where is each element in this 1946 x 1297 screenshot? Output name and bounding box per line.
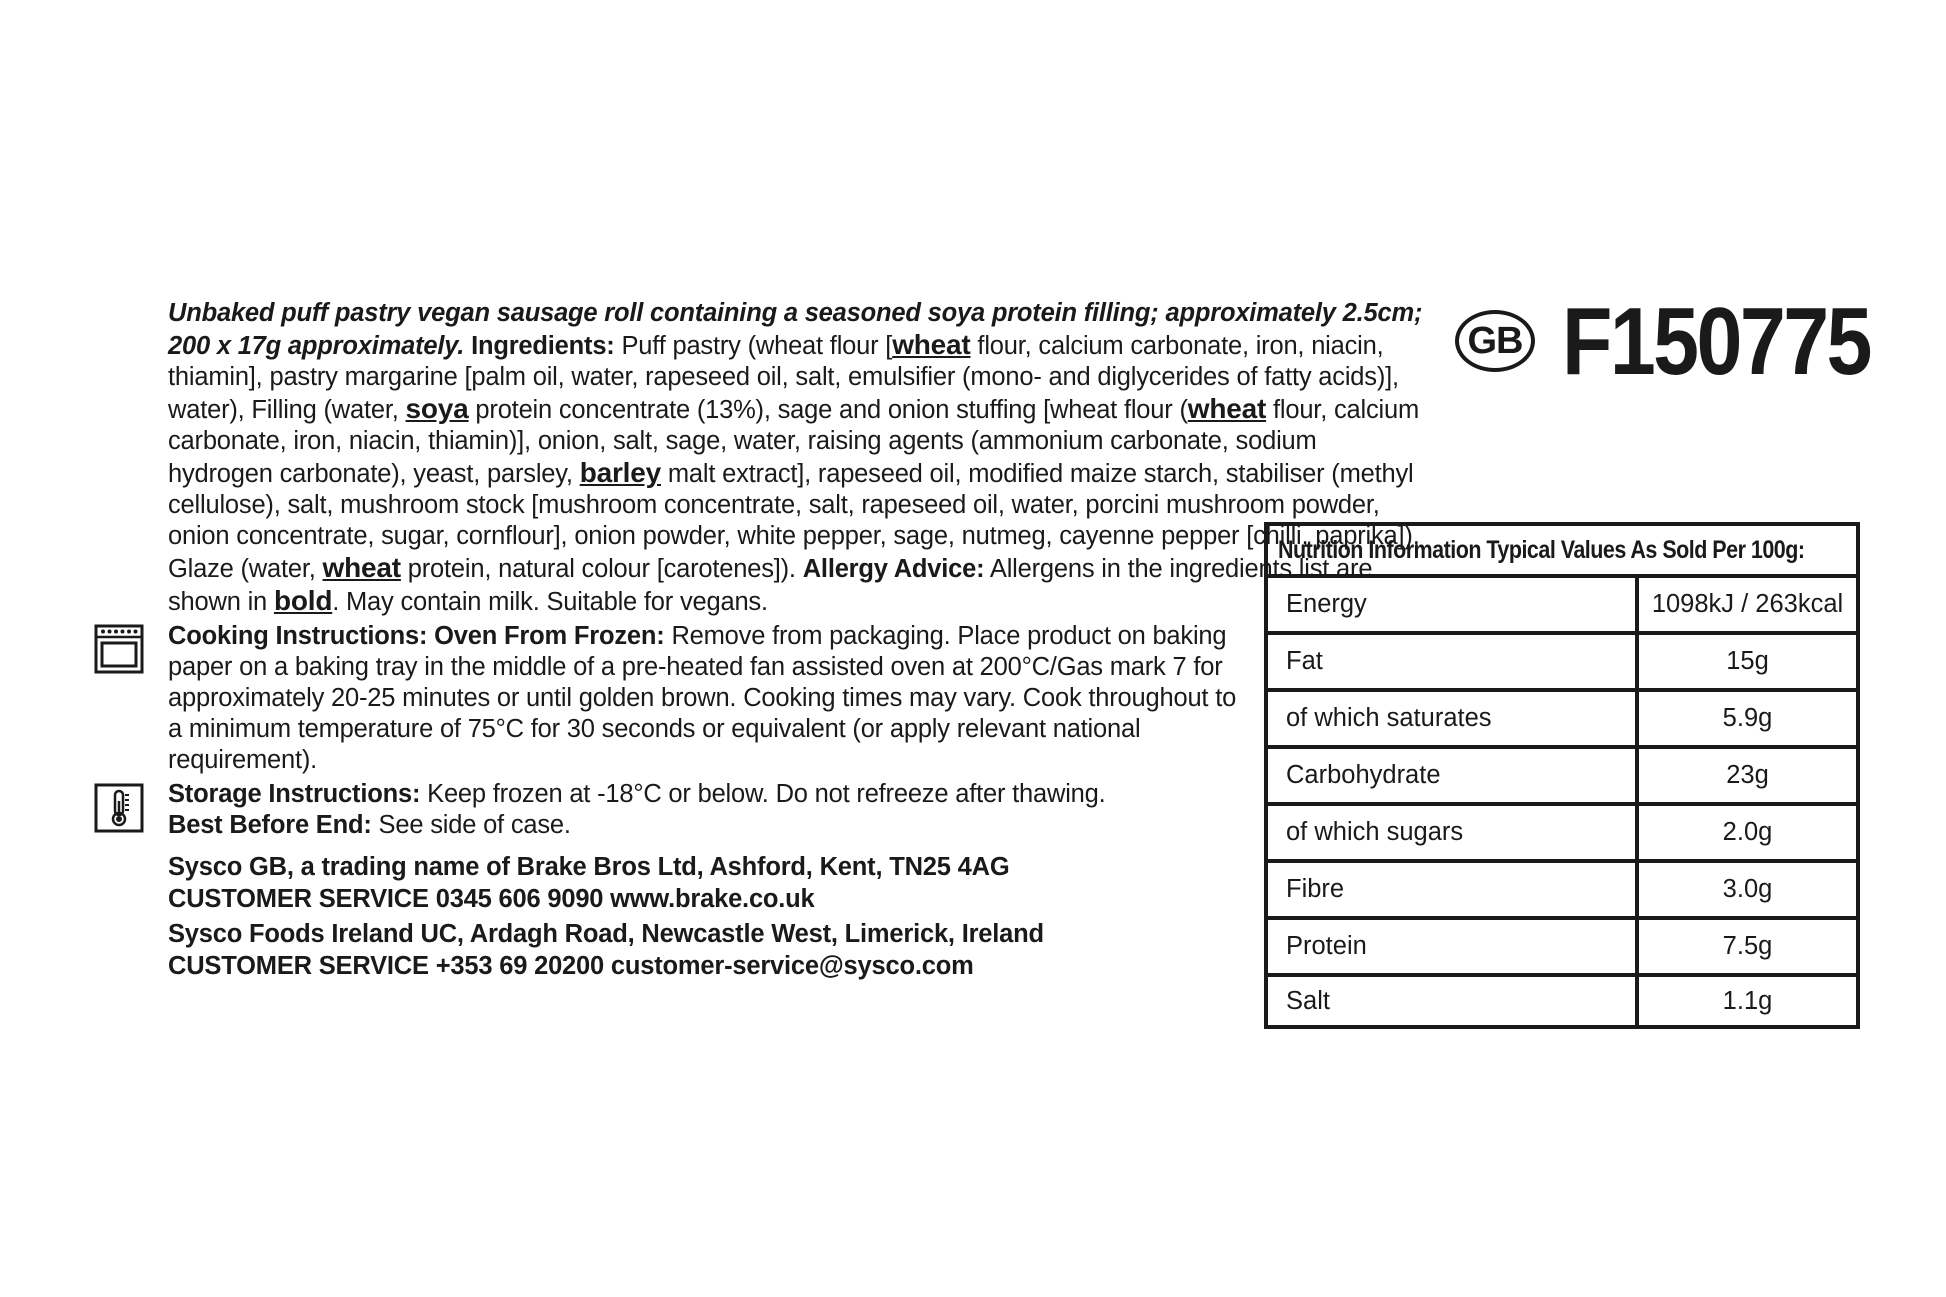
nutrition-row xyxy=(1268,749,1856,806)
allergen-soya: soya xyxy=(405,393,469,424)
best-before-label: Best Before End: xyxy=(168,811,372,839)
storage-text: Keep frozen at -18°C or below. Do not refreeze after thawing. xyxy=(420,780,1106,808)
product-code: F150775 xyxy=(1562,288,1870,395)
ingredients-text: flour, calcium carbonate, iron, niacin, thiamin], pastry margarine [palm oil, water, rapeseed oil, salt, emulsifier (mono- and diglycerides of fatty acids)], water), Filling (water, xyxy=(168,332,1399,424)
nutrition-table xyxy=(1264,522,1860,1029)
ingredients-label: Ingredients: xyxy=(471,332,615,360)
allergy-advice-label: Allergy Advice: xyxy=(802,555,985,583)
label-text-column xyxy=(168,298,1428,982)
company-gb-address: Sysco GB, a trading name of Brake Bros Ltd, Ashford, Kent, TN25 4AG xyxy=(168,853,1010,881)
ingredients-text: flour, calcium carbonate, iron, niacin, thiamin)], onion, salt, sage, water, raising agents (ammonium carbonate, sodium hydrogen carbonate), yeast, parsley, xyxy=(168,396,1419,488)
nutrition-row xyxy=(1268,692,1856,749)
nutrient-value: 3.0g xyxy=(1722,875,1773,903)
nutrient-value: 2.0g xyxy=(1722,818,1773,846)
allergy-advice-text: Allergens in the ingredients list are shown in xyxy=(168,555,1373,616)
nutrition-header-text: Nutrition Information Typical Values As Sold Per 100g: xyxy=(1278,535,1805,564)
allergy-bold-word: bold xyxy=(273,585,333,616)
nutrient-name: Energy xyxy=(1268,578,1639,631)
allergen-wheat: wheat xyxy=(322,552,401,583)
nutrient-name: Carbohydrate xyxy=(1268,749,1639,802)
nutrient-value: 1.1g xyxy=(1722,986,1773,1015)
storage-instructions xyxy=(168,779,1428,841)
ingredients-text: malt extract], rapeseed oil, modified maize starch, stabiliser (methyl cellulose), salt, mushroom stock [mushroom concentrate, salt, rapeseed oil, water, porcini mushroom powder, onion concentrate, sugar, cornflour], onion powder, white pepper, sage, nutmeg, cayenne pepper [chilli, paprika]), Glaze (water, xyxy=(168,460,1420,583)
nutrient-name: of which sugars xyxy=(1268,806,1639,859)
country-badge: GB xyxy=(1455,310,1535,372)
nutrient-name: Fibre xyxy=(1268,863,1639,916)
company-gb xyxy=(168,851,1428,915)
company-ie-address: Sysco Foods Ireland UC, Ardagh Road, Newcastle West, Limerick, Ireland xyxy=(168,920,1044,948)
nutrition-row xyxy=(1268,635,1856,692)
nutrition-row xyxy=(1268,578,1856,635)
allergen-wheat: wheat xyxy=(892,329,971,360)
allergy-advice-text: . May contain milk. Suitable for vegans. xyxy=(332,588,768,616)
nutrient-name: of which saturates xyxy=(1268,692,1639,745)
allergen-barley: barley xyxy=(579,457,661,488)
nutrient-value: 5.9g xyxy=(1722,704,1773,732)
nutrient-value: 7.5g xyxy=(1722,932,1773,960)
thermometer-icon xyxy=(94,783,144,833)
ingredients-paragraph xyxy=(168,298,1428,618)
cooking-instructions xyxy=(168,621,1238,776)
company-ie-customer-service: CUSTOMER SERVICE +353 69 20200 customer-service@sysco.com xyxy=(168,952,974,980)
company-gb-customer-service: CUSTOMER SERVICE 0345 606 9090 www.brake.co.uk xyxy=(168,885,815,913)
best-before-text: See side of case. xyxy=(371,811,571,839)
nutrient-value: 23g xyxy=(1726,761,1769,789)
oven-icon xyxy=(94,624,144,674)
nutrition-row xyxy=(1268,920,1856,977)
ingredients-text: protein concentrate (13%), sage and onion stuffing [wheat flour ( xyxy=(468,396,1188,424)
product-description: Unbaked puff pastry vegan sausage roll containing a seasoned soya protein filling; approximately 2.5cm; 200 x 17g approximately. xyxy=(168,299,1423,360)
ingredients-text: protein, natural colour [carotenes]). xyxy=(400,555,803,583)
company-ie xyxy=(168,918,1428,982)
nutrient-name: Salt xyxy=(1268,977,1639,1025)
ingredients-text: Puff pastry (wheat flour [ xyxy=(614,332,893,360)
cooking-text: Remove from packaging. Place product on baking paper on a baking tray in the middle of a pre-heated fan assisted oven at 200°C/Gas mark 7 for approximately 20-25 minutes or until golden brown. Cooking times may vary. Cook throughout to a minimum temperature of 75°C for 30 seconds or equivalent (or apply relevant national requirement). xyxy=(168,622,1237,774)
allergen-wheat: wheat xyxy=(1187,393,1267,424)
nutrition-row xyxy=(1268,806,1856,863)
storage-label: Storage Instructions: xyxy=(168,780,421,808)
cooking-label: Cooking Instructions: Oven From Frozen: xyxy=(168,622,665,650)
nutrient-name: Protein xyxy=(1268,920,1639,973)
nutrition-row xyxy=(1268,977,1856,1025)
nutrient-value: 15g xyxy=(1726,647,1769,675)
nutrient-name: Fat xyxy=(1268,635,1639,688)
nutrient-value: 1098kJ / 263kcal xyxy=(1651,590,1844,618)
nutrition-row xyxy=(1268,863,1856,920)
nutrition-header xyxy=(1268,526,1856,578)
